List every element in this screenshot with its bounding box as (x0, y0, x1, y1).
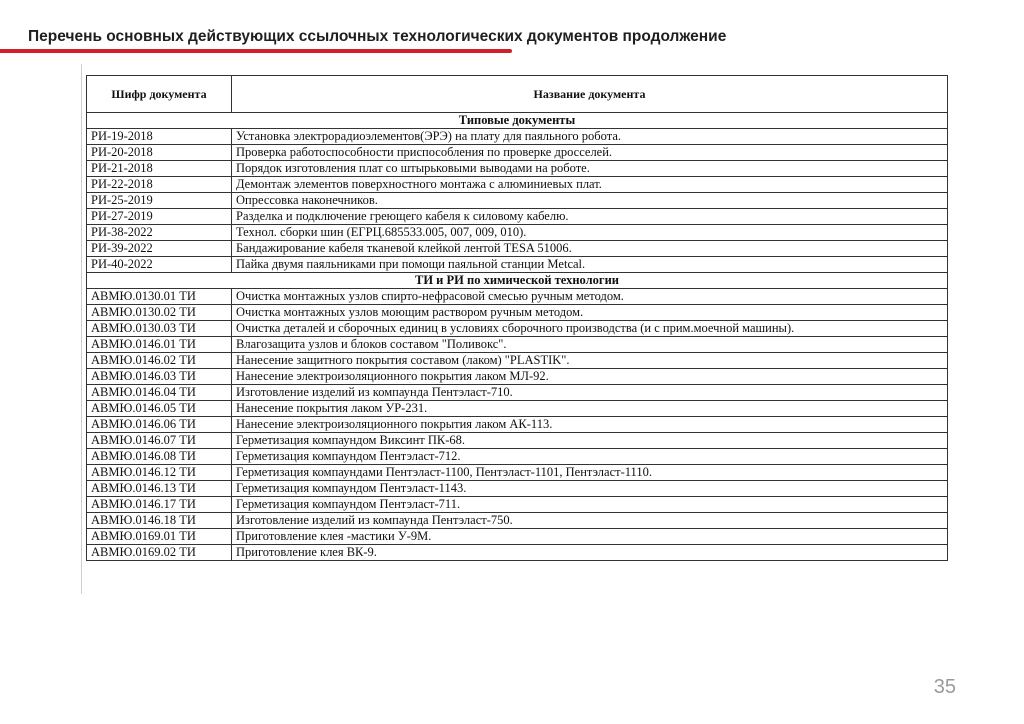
document-name: Герметизация компаундом Пентэласт-711. (232, 497, 948, 513)
table-header-row (87, 76, 948, 113)
document-name: Разделка и подключение греющего кабеля к силовому кабелю. (232, 209, 948, 225)
document-code: АВМЮ.0146.03 ТИ (87, 369, 232, 385)
section-title: ТИ и РИ по химической технологии (87, 273, 948, 289)
document-code: РИ-40-2022 (87, 257, 232, 273)
table-row (87, 257, 948, 273)
document-code: АВМЮ.0146.08 ТИ (87, 449, 232, 465)
document-code: АВМЮ.0146.12 ТИ (87, 465, 232, 481)
table-row (87, 129, 948, 145)
slide-title: Перечень основных действующих ссылочных технологических документов продолжение (28, 28, 727, 45)
section-title: Типовые документы (87, 113, 948, 129)
table-row (87, 241, 948, 257)
table-row (87, 449, 948, 465)
document-code: АВМЮ.0146.01 ТИ (87, 337, 232, 353)
document-name: Установка электрорадиоэлементов(ЭРЭ) на плату для паяльного робота. (232, 129, 948, 145)
table-body (87, 113, 948, 561)
document-code: АВМЮ.0146.06 ТИ (87, 417, 232, 433)
document-name: Очистка монтажных узлов спирто-нефрасовой смесью ручным методом. (232, 289, 948, 305)
document-name: Очистка деталей и сборочных единиц в условиях сборочного производства (и с прим.моечной машины). (232, 321, 948, 337)
table-row (87, 497, 948, 513)
document-code: РИ-21-2018 (87, 161, 232, 177)
document-name: Очистка монтажных узлов моющим раствором ручным методом. (232, 305, 948, 321)
table-row (87, 417, 948, 433)
document-code: РИ-20-2018 (87, 145, 232, 161)
document-code: АВМЮ.0169.02 ТИ (87, 545, 232, 561)
section-header-row (87, 113, 948, 129)
document-name: Изготовление изделий из компаунда Пентэласт-750. (232, 513, 948, 529)
table-row (87, 433, 948, 449)
document-name: Герметизация компаундами Пентэласт-1100, Пентэласт-1101, Пентэласт-1110. (232, 465, 948, 481)
table-row (87, 209, 948, 225)
document-code: АВМЮ.0130.02 ТИ (87, 305, 232, 321)
document-code: АВМЮ.0146.07 ТИ (87, 433, 232, 449)
document-code: РИ-19-2018 (87, 129, 232, 145)
document-name: Опрессовка наконечников. (232, 193, 948, 209)
table-row (87, 401, 948, 417)
document-code: РИ-39-2022 (87, 241, 232, 257)
table-row (87, 321, 948, 337)
table-row (87, 305, 948, 321)
document-code: РИ-38-2022 (87, 225, 232, 241)
document-name: Нанесение защитного покрытия составом (лаком) "PLASTIK". (232, 353, 948, 369)
document-code: РИ-27-2019 (87, 209, 232, 225)
document-name: Изготовление изделий из компаунда Пентэласт-710. (232, 385, 948, 401)
table-row (87, 145, 948, 161)
table-row (87, 513, 948, 529)
document-code: АВМЮ.0169.01 ТИ (87, 529, 232, 545)
document-name: Приготовление клея ВК-9. (232, 545, 948, 561)
document-name: Герметизация компаундом Пентэласт-1143. (232, 481, 948, 497)
document-name: Демонтаж элементов поверхностного монтажа с алюминиевых плат. (232, 177, 948, 193)
table-row (87, 337, 948, 353)
documents-table (86, 75, 948, 561)
document-name: Порядок изготовления плат со штырьковыми выводами на роботе. (232, 161, 948, 177)
document-name: Пайка двумя паяльниками при помощи паяльной станции Metcal. (232, 257, 948, 273)
page-number: 35 (933, 676, 956, 698)
document-name: Влагозащита узлов и блоков составом "Поливокс". (232, 337, 948, 353)
document-name: Приготовление клея -мастики У-9М. (232, 529, 948, 545)
table-row (87, 193, 948, 209)
table-row (87, 529, 948, 545)
table-row (87, 289, 948, 305)
table-row (87, 353, 948, 369)
document-name: Герметизация компаундом Пентэласт-712. (232, 449, 948, 465)
document-code: АВМЮ.0146.18 ТИ (87, 513, 232, 529)
document-code: АВМЮ.0146.17 ТИ (87, 497, 232, 513)
document-code: АВМЮ.0146.13 ТИ (87, 481, 232, 497)
document-name: Герметизация компаундом Виксинт ПК-68. (232, 433, 948, 449)
table-row (87, 545, 948, 561)
header-name: Название документа (232, 76, 948, 113)
document-code: РИ-25-2019 (87, 193, 232, 209)
document-name: Нанесение электроизоляционного покрытия лаком МЛ-92. (232, 369, 948, 385)
table-row (87, 161, 948, 177)
document-name: Нанесение покрытия лаком УР-231. (232, 401, 948, 417)
table-row (87, 369, 948, 385)
header-code: Шифр документа (87, 76, 232, 113)
document-code: АВМЮ.0130.03 ТИ (87, 321, 232, 337)
document-code: АВМЮ.0146.04 ТИ (87, 385, 232, 401)
document-code: РИ-22-2018 (87, 177, 232, 193)
table-row (87, 225, 948, 241)
section-header-row (87, 273, 948, 289)
title-underline (0, 49, 512, 53)
document-name: Нанесение электроизоляционного покрытия лаком АК-113. (232, 417, 948, 433)
table-row (87, 465, 948, 481)
document-name: Технол. сборки шин (ЕГРЦ.685533.005, 007, 009, 010). (232, 225, 948, 241)
document-code: АВМЮ.0146.02 ТИ (87, 353, 232, 369)
table-row (87, 177, 948, 193)
table-row (87, 481, 948, 497)
document-name: Проверка работоспособности приспособления по проверке дросселей. (232, 145, 948, 161)
document-code: АВМЮ.0130.01 ТИ (87, 289, 232, 305)
document-code: АВМЮ.0146.05 ТИ (87, 401, 232, 417)
page-margin-line (81, 64, 82, 594)
table-row (87, 385, 948, 401)
document-name: Бандажирование кабеля тканевой клейкой лентой TESA 51006. (232, 241, 948, 257)
